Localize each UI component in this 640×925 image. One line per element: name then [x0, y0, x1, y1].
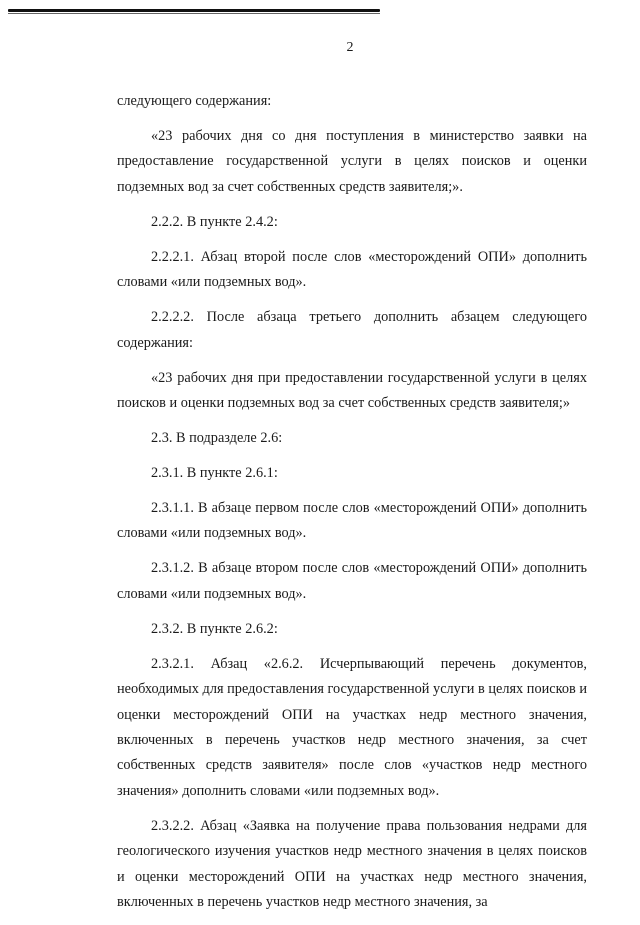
paragraph: 2.3.2.1. Абзац «2.6.2. Исчерпывающий перечень документов, необходимых для предоставления государственной услуги в целях поисков и оценки месторождений ОПИ на участках недр местного значения, включенных в перечень участков недр местного значения, за счет собственных средств заявителя» после слов «участков недр местного значения» дополнить словами «или подземных вод».: [117, 655, 587, 799]
paragraph: 2.3.1.1. В абзаце первом после слов «месторождений ОПИ» дополнить словами «или подземных вод».: [117, 500, 587, 542]
paragraph: 2.3.2.2. Абзац «Заявка на получение права пользования недрами для геологического изучения участков недр местного значения в целях поисков и оценки месторождений ОПИ на участках недр местного значения, включенных в перечень участков недр местного значения, за: [117, 817, 587, 911]
top-rule: [8, 9, 380, 12]
paragraph: следующего содержания:: [117, 93, 272, 109]
paragraph: «23 рабочих дня при предоставлении государственной услуги в целях поисков и оценки подземных вод за счет собственных средств заявителя;»: [117, 369, 587, 412]
document-body: [117, 89, 587, 925]
paragraph: 2.2.2. В пункте 2.4.2:: [151, 213, 278, 230]
paragraph: 2.3.1.2. В абзаце втором после слов «месторождений ОПИ» дополнить словами «или подземных вод».: [117, 560, 587, 602]
paragraph: «23 рабочих дня со дня поступления в министерство заявки на предоставление государственной услуги в целях поисков и оценки подземных вод за счет собственных средств заявителя;».: [117, 128, 587, 195]
paragraph: 2.3.2. В пункте 2.6.2:: [151, 620, 278, 637]
paragraph: 2.3.1. В пункте 2.6.1:: [151, 465, 278, 482]
page-number: 2: [346, 40, 354, 55]
paragraph: 2.2.2.1. Абзац второй после слов «месторождений ОПИ» дополнить словами «или подземных вод».: [117, 248, 587, 291]
paragraph: 2.2.2.2. После абзаца третьего дополнить абзацем следующего содержания:: [117, 309, 587, 351]
top-rule-thin: [8, 13, 380, 14]
paragraph: 2.3. В подразделе 2.6:: [151, 430, 283, 447]
